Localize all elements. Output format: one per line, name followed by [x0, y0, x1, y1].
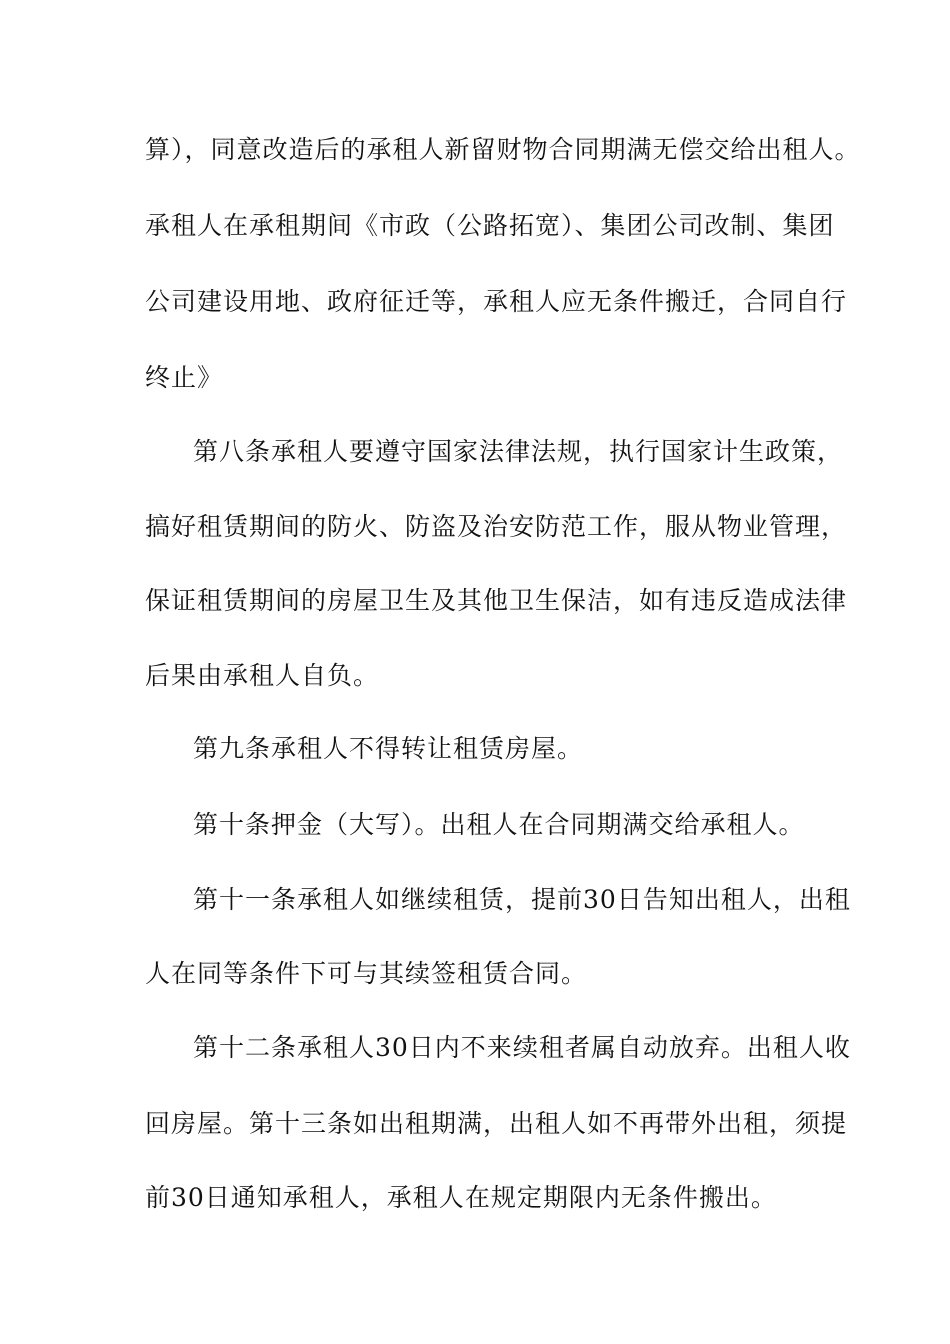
- paragraph-line: 回房屋。第十三条如出租期满，出租人如不再带外出租，须提: [145, 1109, 848, 1138]
- paragraph-line: 第九条承租人不得转让租赁房屋。: [193, 734, 584, 763]
- paragraph-line: 第十一条承租人如继续租赁，提前30日告知出租人，出租: [193, 885, 851, 914]
- paragraph-line: 第十条押金（大写）。出租人在合同期满交给承租人。: [193, 810, 805, 839]
- paragraph-line: 第八条承租人要遵守国家法律法规，执行国家计生政策，: [193, 437, 844, 466]
- paragraph-line: 终止》: [145, 363, 224, 392]
- paragraph-line: 搞好租赁期间的防火、防盗及治安防范工作，服从物业管理，: [145, 512, 848, 541]
- paragraph-line: 公司建设用地、政府征迁等，承租人应无条件搬迁，合同自行: [145, 287, 848, 316]
- paragraph-line: 保证租赁期间的房屋卫生及其他卫生保洁，如有违反造成法律: [145, 586, 848, 615]
- paragraph-line: 第十二条承租人30日内不来续租者属自动放弃。出租人收: [193, 1033, 851, 1062]
- paragraph-line: 人在同等条件下可与其续签租赁合同。: [145, 959, 588, 988]
- paragraph-line: 算），同意改造后的承租人新留财物合同期满无偿交给出租人。: [145, 135, 861, 164]
- paragraph-line: 承租人在承租期间《市政（公路拓宽）、集团公司改制、集团: [145, 211, 835, 240]
- paragraph-line: 前30日通知承租人，承租人在规定期限内无条件搬出。: [145, 1183, 777, 1212]
- paragraph-line: 后果由承租人自负。: [145, 661, 380, 690]
